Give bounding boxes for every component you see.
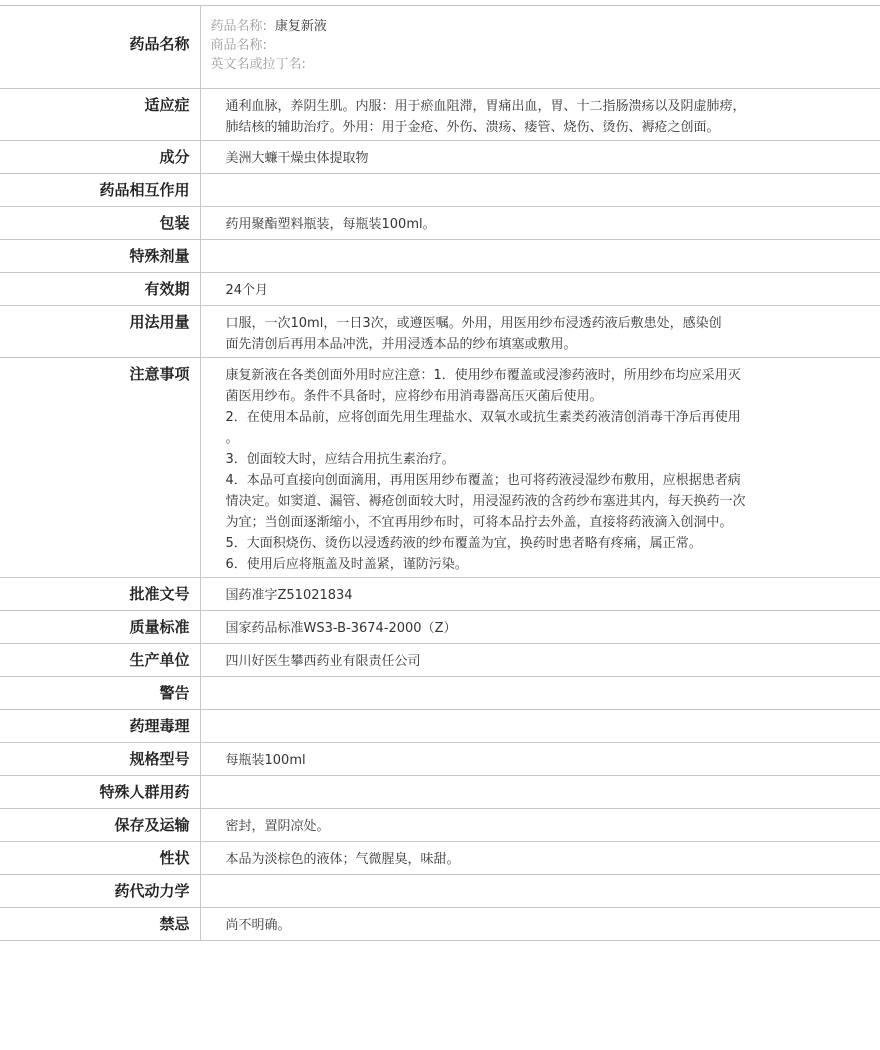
spec-row-label: 质量标准 [0, 611, 200, 644]
spec-row-label: 成分 [0, 141, 200, 174]
spec-row-value [200, 358, 880, 578]
spec-row [0, 207, 880, 240]
drug-spec-table [0, 5, 880, 941]
spec-row-label: 药品名称 [0, 6, 200, 89]
spec-row-value [200, 809, 880, 842]
name-value: 康复新液 [274, 19, 327, 34]
spec-row [0, 842, 880, 875]
spec-row [0, 809, 880, 842]
value-line: 3．创面较大时，应结合用抗生素治疗。 [225, 452, 455, 467]
value-line: 情决定。如窦道、漏管、褥疮创面较大时，用浸湿药液的含药纱布塞进其内，每天换药一次 [225, 494, 746, 509]
name-key: 药品名称: [210, 19, 267, 34]
spec-row [0, 710, 880, 743]
value-line: 康复新液在各类创面外用时应注意：1．使用纱布覆盖或浸渗药液时，所用纱布均应采用灭 [225, 368, 741, 383]
value-line: 国家药品标准WS3-B-3674-2000（Z） [225, 621, 457, 636]
spec-row-value [200, 174, 880, 207]
value-line: 。 [225, 431, 239, 446]
spec-row-label: 适应症 [0, 89, 200, 141]
value-line: 通利血脉，养阴生肌。内服：用于瘀血阻滞，胃痛出血，胃、十二指肠溃疡以及阴虚肺痨， [225, 99, 746, 114]
name-line [211, 36, 871, 55]
value-line: 药用聚酯塑料瓶装，每瓶装100ml。 [225, 217, 436, 232]
name-line [211, 55, 871, 74]
spec-row [0, 611, 880, 644]
spec-row-label: 规格型号 [0, 743, 200, 776]
value-line: 为宜；当创面逐渐缩小，不宜再用纱布时，可将本品拧去外盖，直接将药液滴入创洞中。 [225, 515, 733, 530]
spec-row-label: 药理毒理 [0, 710, 200, 743]
spec-row [0, 358, 880, 578]
spec-row-value [200, 306, 880, 358]
value-line: 5．大面积烧伤、烫伤以浸透药液的纱布覆盖为宜，换药时患者略有疼痛，属正常。 [225, 536, 702, 551]
value-line: 24个月 [225, 283, 269, 298]
spec-row-value [200, 240, 880, 273]
spec-row-value [200, 207, 880, 240]
spec-row-label: 禁忌 [0, 908, 200, 941]
spec-row [0, 908, 880, 941]
spec-row-label: 保存及运输 [0, 809, 200, 842]
spec-row-label: 注意事项 [0, 358, 200, 578]
spec-row-value [200, 6, 880, 89]
name-key: 商品名称: [210, 38, 267, 53]
name-key: 英文名或拉丁名: [210, 57, 306, 72]
spec-row [0, 578, 880, 611]
value-line: 口服，一次10ml，一日3次，或遵医嘱。外用，用医用纱布浸透药液后敷患处，感染创 [225, 316, 722, 331]
spec-row-value [200, 677, 880, 710]
value-line: 每瓶装100ml [225, 753, 306, 768]
spec-row-label: 特殊人群用药 [0, 776, 200, 809]
spec-row-label: 包装 [0, 207, 200, 240]
value-line: 菌医用纱布。条件不具备时，应将纱布用消毒器高压灭菌后使用。 [225, 389, 603, 404]
value-line: 国药准字Z51021834 [225, 588, 353, 603]
spec-row-label: 警告 [0, 677, 200, 710]
spec-row [0, 743, 880, 776]
value-line: 肺结核的辅助治疗。外用：用于金疮、外伤、溃疡、瘘管、烧伤、烫伤、褥疮之创面。 [225, 120, 720, 135]
spec-row-value [200, 644, 880, 677]
name-line [211, 17, 871, 36]
spec-row [0, 174, 880, 207]
spec-row-value [200, 875, 880, 908]
spec-row [0, 89, 880, 141]
spec-row [0, 776, 880, 809]
spec-table-body [0, 6, 880, 941]
spec-row-value [200, 273, 880, 306]
spec-row-label: 药代动力学 [0, 875, 200, 908]
value-line: 本品为淡棕色的液体；气微腥臭，味甜。 [225, 852, 460, 867]
spec-row [0, 306, 880, 358]
value-line: 面先清创后再用本品冲洗，并用浸透本品的纱布填塞或敷用。 [225, 337, 577, 352]
spec-row [0, 141, 880, 174]
spec-row [0, 6, 880, 89]
value-line: 美洲大蠊干燥虫体提取物 [225, 151, 369, 166]
spec-row-label: 药品相互作用 [0, 174, 200, 207]
spec-row-label: 用法用量 [0, 306, 200, 358]
value-line: 密封，置阴凉处。 [225, 819, 330, 834]
spec-row-value [200, 776, 880, 809]
spec-row-label: 批准文号 [0, 578, 200, 611]
spec-row [0, 644, 880, 677]
spec-row-label: 特殊剂量 [0, 240, 200, 273]
spec-row-value [200, 743, 880, 776]
value-line: 4．本品可直接向创面滴用，再用医用纱布覆盖；也可将药液浸湿纱布敷用，应根据患者病 [225, 473, 741, 488]
spec-row-value [200, 611, 880, 644]
spec-row-label: 性状 [0, 842, 200, 875]
spec-row-label: 有效期 [0, 273, 200, 306]
spec-row [0, 875, 880, 908]
spec-row-value [200, 710, 880, 743]
spec-row [0, 677, 880, 710]
value-line: 尚不明确。 [225, 918, 291, 933]
spec-row-value [200, 908, 880, 941]
spec-row-value [200, 141, 880, 174]
spec-row [0, 240, 880, 273]
value-line: 四川好医生攀西药业有限责任公司 [225, 654, 421, 669]
spec-row-value [200, 578, 880, 611]
value-line: 6．使用后应将瓶盖及时盖紧，谨防污染。 [225, 557, 468, 572]
spec-row [0, 273, 880, 306]
spec-row-value [200, 842, 880, 875]
spec-row-label: 生产单位 [0, 644, 200, 677]
value-line: 2．在使用本品前，应将创面先用生理盐水、双氧水或抗生素类药液清创消毒干净后再使用 [225, 410, 741, 425]
spec-row-value [200, 89, 880, 141]
